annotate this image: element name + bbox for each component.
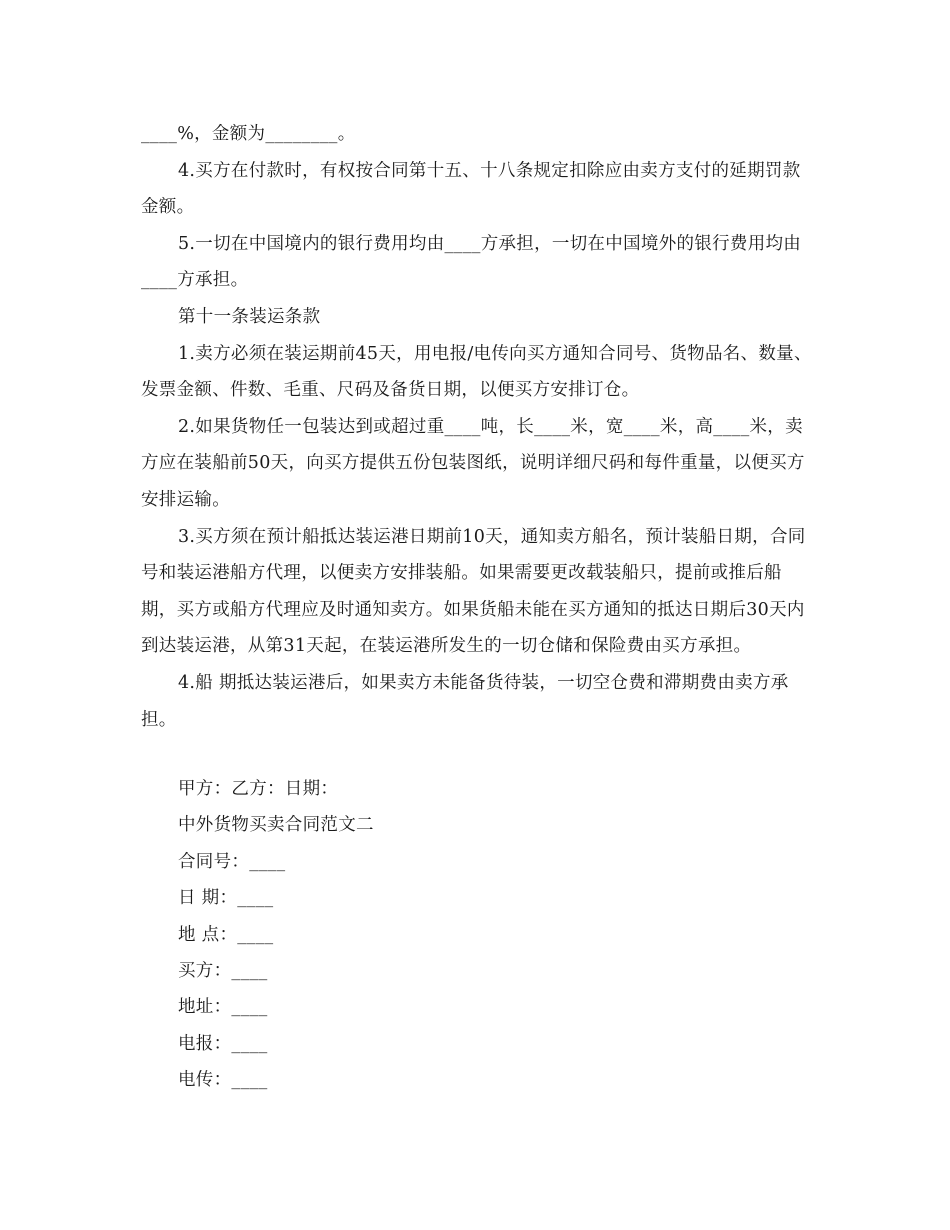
contract-title: 中外货物买卖合同范文二 xyxy=(178,815,374,836)
contract-header-lines xyxy=(178,771,374,1099)
clause-shipment-notice: 1.卖方必须在装运期前45天，用电报/电传向买方通知合同号、货物品名、数量、发票金额、件数、毛重、尺码及备货日期，以便买方安排订仓。 xyxy=(141,343,812,401)
article-11-heading: 第十一条装运条款 xyxy=(178,306,321,327)
clause-vessel-notice: 3.买方须在预计船抵达装运港日期前10天，通知卖方船名，预计装船日期，合同号和装运港船方代理，以便卖方安排装船。如果需要更改载装船只，提前或推后船期，买方或船方代理应及时通知卖方。如果货船未能在买方通知的抵达日期后30天内到达装运港，从第31天起，在装运港所发生的一切仓储和保险费由买方承担。 xyxy=(141,526,806,657)
clause-bank-charges: 5.一切在中国境内的银行费用均由____方承担，一切在中国境外的银行费用均由____方承担。 xyxy=(141,233,802,291)
signature-line: 甲方：乙方：日期： xyxy=(178,779,339,799)
clause-deduct-penalty: 4.买方在付款时，有权按合同第十五、十八条规定扣除应由卖方支付的延期罚款金额。 xyxy=(141,160,801,218)
clause-package-drawings: 2.如果货物任一包装达到或超过重____吨，长____米，宽____米，高____米，卖方应在装船前50天，向买方提供五份包装图纸，说明详细尺码和每件重量，以便买方安排运输。 xyxy=(141,416,805,510)
buyer-field: 买方：____ xyxy=(178,961,268,982)
telex-field: 电传：____ xyxy=(178,1070,268,1091)
place-field: 地 点：____ xyxy=(178,924,274,945)
date-field: 日 期：____ xyxy=(178,888,274,909)
cable-field: 电报：____ xyxy=(178,1033,268,1054)
address-field: 地址：____ xyxy=(178,997,268,1018)
contract-body xyxy=(141,116,813,738)
clause-dead-freight: 4.船 期抵达装运港后，如果卖方未能备货待装，一切空仓费和滞期费由卖方承担。 xyxy=(141,672,789,730)
payment-amount-line: ____%，金额为________。 xyxy=(141,124,356,144)
contract-number-field: 合同号：____ xyxy=(178,851,286,872)
